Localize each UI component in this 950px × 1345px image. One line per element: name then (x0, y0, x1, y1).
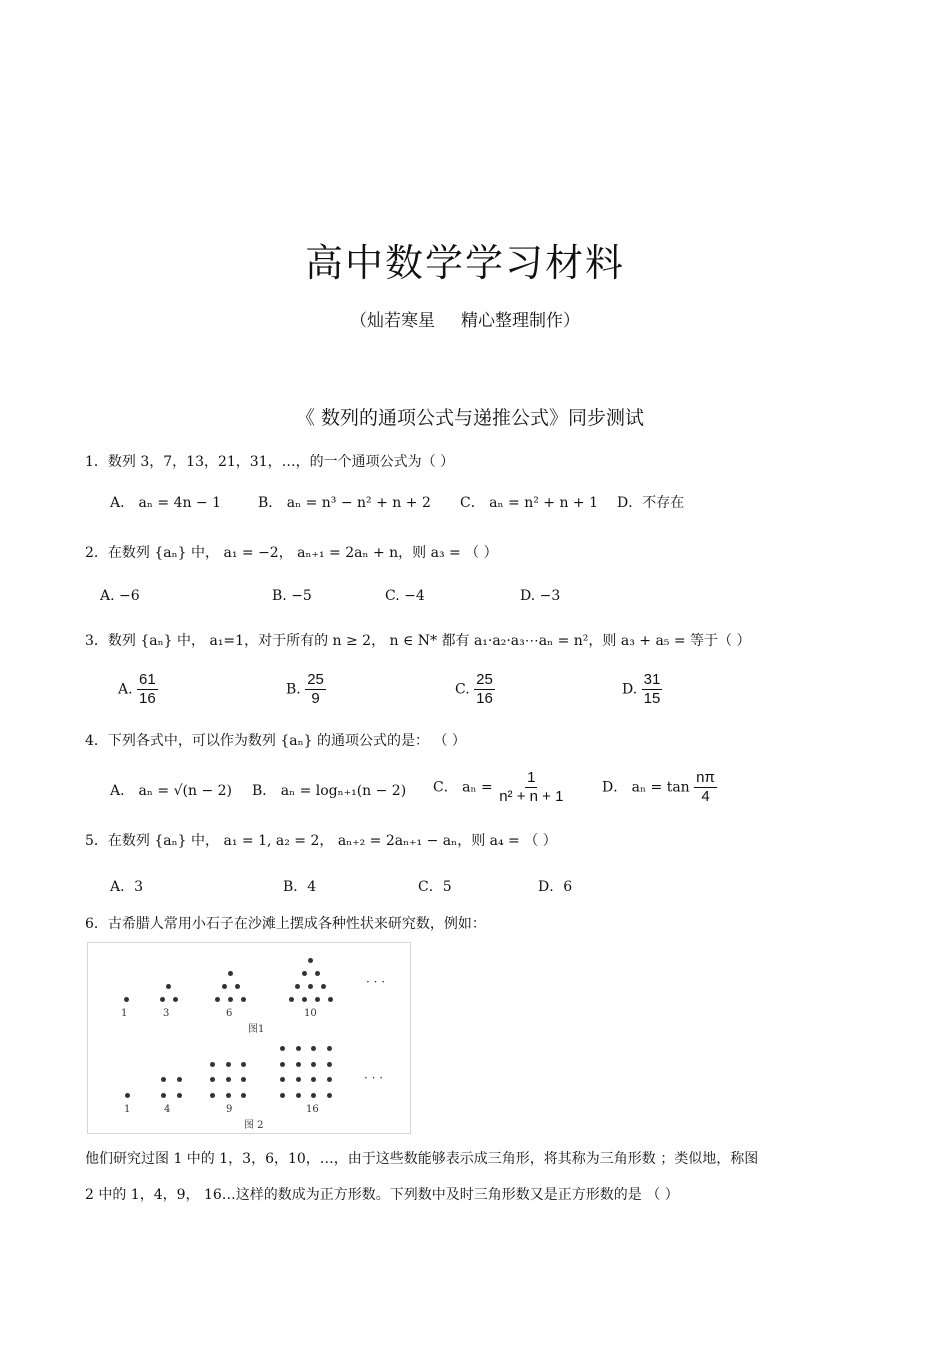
q4-option-d-prefix: D． aₙ = tan (602, 779, 690, 796)
page-subtitle (0, 306, 930, 331)
fig1-label-6: 6 (226, 1008, 233, 1019)
q3-option-c (455, 671, 495, 708)
q3-option-b-fraction (305, 671, 326, 708)
q1-option-a: A． aₙ = 4n − 1 (110, 495, 222, 511)
square-pebble (311, 1062, 316, 1067)
square-pebble (280, 1077, 285, 1082)
triangle-pebble (328, 997, 333, 1002)
triangle-pebble (315, 971, 320, 976)
square-pebble (177, 1077, 182, 1082)
triangle-pebble (315, 997, 320, 1002)
fig2-label-16: 16 (306, 1104, 319, 1115)
square-pebble (280, 1093, 285, 1098)
triangle-pebble (321, 984, 326, 989)
square-pebble (125, 1093, 130, 1098)
fig1-label-1: 1 (121, 1008, 128, 1019)
q5-option-c: C．5 (418, 879, 452, 895)
fraction-denominator: n² + n + 1 (499, 788, 564, 805)
q4-option-c (433, 769, 565, 806)
triangle-pebble (173, 997, 178, 1002)
square-pebble (210, 1077, 215, 1082)
square-pebble (280, 1062, 285, 1067)
square-pebble (161, 1077, 166, 1082)
fraction-denominator: 16 (476, 690, 493, 707)
fig2-ellipsis: · · · (364, 1071, 384, 1085)
square-pebble (327, 1077, 332, 1082)
q4-stem: 4．下列各式中，可以作为数列 {aₙ} 的通项公式的是： （ ） (85, 733, 466, 749)
fraction-denominator: 9 (311, 690, 320, 707)
q2-option-c: C. −4 (385, 588, 425, 604)
square-pebble (241, 1093, 246, 1098)
q1-option-c: C． aₙ = n² + n + 1 (460, 495, 599, 511)
triangle-pebble (308, 984, 313, 989)
square-pebble (226, 1062, 231, 1067)
square-pebble (327, 1062, 332, 1067)
square-pebble (210, 1062, 215, 1067)
square-pebble (161, 1093, 166, 1098)
square-pebble (311, 1077, 316, 1082)
square-pebble (226, 1077, 231, 1082)
fig2-caption: 图 2 (244, 1120, 264, 1131)
fig1-label-3: 3 (163, 1008, 170, 1019)
q1-stem: 1．数列 3，7，13，21，31，…，的一个通项公式为（ ） (85, 454, 455, 470)
q3-option-b (286, 671, 326, 708)
square-pebble (311, 1046, 316, 1051)
q6-stem: 6．古希腊人常用小石子在沙滩上摆成各种性状来研究数，例如： (85, 916, 486, 932)
square-pebble (296, 1093, 301, 1098)
q4-option-d (602, 769, 717, 806)
q3-option-a-letter: A. (118, 681, 133, 698)
fig1-ellipsis: · · · (366, 975, 386, 989)
square-pebble (327, 1093, 332, 1098)
page-title: 高中数学学习材料 (304, 241, 625, 285)
fig1-caption: 图1 (248, 1024, 265, 1035)
q2-stem: 2．在数列 {aₙ} 中， a₁ = −2， aₙ₊₁ = 2aₙ + n，则 a₃ = （ ） (85, 545, 498, 561)
q5-stem: 5．在数列 {aₙ} 中， a₁ = 1, a₂ = 2， aₙ₊₂ = 2aₙ₊₁ − aₙ，则 a₄ = （ ） (85, 833, 557, 849)
q2-option-a: A. −6 (100, 588, 140, 604)
q3-option-d-letter: D. (622, 681, 638, 698)
q2-option-b: B. −5 (272, 588, 312, 604)
triangle-pebble (166, 984, 171, 989)
fraction-denominator: 4 (701, 788, 710, 805)
square-pebble (241, 1062, 246, 1067)
q6-paragraph-line2: 2 中的 1，4，9， 16…这样的数成为正方形数。下列数中及时三角形数又是正方形数的是 （ ） (85, 1187, 679, 1203)
q4-option-d-fraction (694, 769, 717, 806)
fraction-denominator: 15 (643, 690, 661, 707)
triangle-pebble (308, 958, 313, 963)
fraction-numerator: 25 (476, 671, 493, 688)
q3-option-a (118, 671, 158, 708)
q5-option-d: D．6 (538, 879, 573, 895)
square-pebble (226, 1093, 231, 1098)
square-pebble (177, 1093, 182, 1098)
subtitle-left: （灿若寒星 (350, 311, 435, 331)
pebble-figure (87, 942, 411, 1134)
triangle-pebble (160, 997, 165, 1002)
q1-option-b: B． aₙ = n³ − n² + n + 2 (258, 495, 431, 511)
q6-paragraph-line1: 他们研究过图 1 中的 1，3，6，10，…，由于这些数能够表示成三角形，将其称为三角形数 ；类似地，称图 (85, 1151, 759, 1167)
q3-option-a-fraction (137, 671, 158, 708)
square-pebble (241, 1077, 246, 1082)
q3-option-c-letter: C. (455, 681, 470, 698)
fig2-label-1: 1 (124, 1104, 131, 1115)
square-pebble (296, 1077, 301, 1082)
triangle-pebble (295, 984, 300, 989)
fig2-label-9: 9 (226, 1104, 233, 1115)
fig2-label-4: 4 (164, 1104, 171, 1115)
fraction-numerator: 61 (139, 671, 156, 688)
square-pebble (296, 1062, 301, 1067)
triangle-pebble (302, 971, 307, 976)
q3-option-c-fraction (474, 671, 495, 708)
fraction-numerator: 25 (307, 671, 324, 688)
q4-option-c-fraction (497, 769, 565, 806)
q4-option-c-prefix: C． aₙ = (433, 779, 493, 796)
triangle-pebble (241, 997, 246, 1002)
q3-option-b-letter: B. (286, 681, 301, 698)
triangle-pebble (215, 997, 220, 1002)
triangle-pebble (289, 997, 294, 1002)
fraction-numerator: 1 (527, 769, 536, 786)
q5-option-a: A．3 (110, 879, 144, 895)
triangle-pebble (222, 984, 227, 989)
triangle-pebble (228, 997, 233, 1002)
square-pebble (210, 1093, 215, 1098)
q3-option-d (622, 671, 662, 708)
q4-option-b: B． aₙ = logₙ₊₁(n − 2) (252, 783, 407, 799)
triangle-pebble (124, 997, 129, 1002)
square-pebble (296, 1046, 301, 1051)
fraction-numerator: nπ (696, 769, 715, 786)
fig1-label-10: 10 (304, 1008, 317, 1019)
fraction-denominator: 16 (139, 690, 156, 707)
test-heading: 《 数列的通项公式与递推公式》同步测试 (295, 407, 645, 429)
triangle-pebble (235, 984, 240, 989)
q3-option-d-fraction (642, 671, 663, 708)
triangle-pebble (228, 971, 233, 976)
q5-option-b: B．4 (283, 879, 317, 895)
q2-option-d: D. −3 (520, 588, 561, 604)
subtitle-right: 精心整理制作） (461, 311, 580, 331)
square-pebble (311, 1093, 316, 1098)
triangle-pebble (302, 997, 307, 1002)
fraction-numerator: 31 (643, 671, 661, 688)
square-pebble (280, 1046, 285, 1051)
square-pebble (327, 1046, 332, 1051)
q3-stem: 3．数列 {aₙ} 中， a₁=1，对于所有的 n ≥ 2， n ∈ N* 都有 a₁·a₂·a₃⋯aₙ = n²，则 a₃ + a₅ = 等于（ ） (85, 633, 751, 649)
q4-option-a: A． aₙ = √(n − 2) (110, 783, 232, 799)
q1-option-d: D．不存在 (617, 495, 685, 511)
